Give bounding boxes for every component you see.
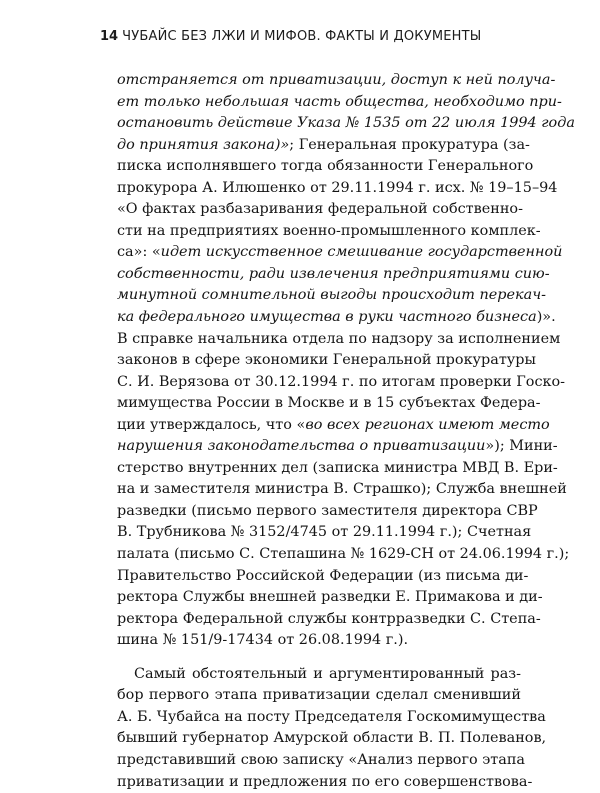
text-segment: стерство внутренних дел (записка министра МВД В. Ери- <box>117 460 558 476</box>
text-line <box>117 415 521 437</box>
text-segment: В справке начальника отдела по надзору за исполнением <box>117 331 560 347</box>
text-line <box>117 264 521 286</box>
text-segment: «О фактах разбазаривания федеральной собственно- <box>117 201 523 217</box>
text-segment: )». <box>537 309 556 325</box>
text-line <box>117 156 521 178</box>
italic-quote-segment: до принятия закона)» <box>117 137 289 153</box>
paragraph <box>117 70 521 652</box>
text-line <box>117 750 521 772</box>
text-line <box>117 329 521 351</box>
text-line <box>117 772 521 793</box>
text-segment: сти на предприятиях военно-промышленного комплек- <box>117 223 541 239</box>
text-segment: Правительство Российской Федерации (из письма ди- <box>117 568 528 584</box>
text-line <box>117 70 521 92</box>
text-segment: ; Генеральная прокуратура (за- <box>289 137 530 153</box>
text-segment: законов в сфере экономики Генеральной прокуратуры <box>117 352 536 368</box>
text-line <box>117 178 521 200</box>
text-line <box>117 544 521 566</box>
text-segment: палата (письмо С. Степашина № 1629-СН от 24.06.1994 г.); <box>117 546 569 562</box>
text-line <box>117 113 521 135</box>
text-line <box>117 199 521 221</box>
text-line <box>117 92 521 114</box>
text-segment: бор первого этапа приватизации сделал сменивший <box>117 687 521 703</box>
italic-quote-segment: собственности, ради извлечения предприятиями сию- <box>117 266 550 282</box>
text-segment: писка исполнявшего тогда обязанности Генерального <box>117 158 533 174</box>
text-line <box>117 566 521 588</box>
text-segment: разведки (письмо первого заместителя директора СВР <box>117 503 538 519</box>
text-segment: бывший губернатор Амурской области В. П. Полеванов, <box>117 730 546 746</box>
italic-quote-segment: отстраняется от приватизации, доступ к ней получа- <box>117 72 555 88</box>
italic-quote-segment: ка федерального имущества в руки частного бизнеса <box>117 309 537 325</box>
body-text <box>117 70 521 793</box>
paragraph-gap <box>117 652 521 664</box>
text-segment: ректора Службы внешней разведки Е. Примакова и ди- <box>117 589 543 605</box>
text-segment: Самый обстоятельный и аргументированный раз- <box>134 666 521 682</box>
italic-quote-segment: остановить действие Указа № 1535 от 22 июля 1994 года <box>117 115 575 131</box>
text-line <box>117 707 521 729</box>
text-line <box>117 307 521 329</box>
text-segment: на и заместителя министра В. Страшко); Служба внешней <box>117 481 567 497</box>
text-line <box>117 685 521 707</box>
text-segment: приватизации и предложения по его совершенствова- <box>117 774 532 790</box>
text-line <box>117 221 521 243</box>
text-line <box>117 501 521 523</box>
text-segment: мимущества России в Москве и в 15 субъектах Федера- <box>117 395 540 411</box>
text-line <box>117 479 521 501</box>
text-line <box>117 458 521 480</box>
italic-quote-segment: идет искусственное смешивание государственной <box>161 244 563 260</box>
text-line <box>117 728 521 750</box>
running-header <box>100 27 530 47</box>
text-segment: прокурора А. Илюшенко от 29.11.1994 г. исх. № 19–15–94 <box>117 180 557 196</box>
italic-quote-segment: ет только небольшая часть общества, необходимо при- <box>117 94 562 110</box>
text-segment: шина № 151/9-17434 от 26.08.1994 г.). <box>117 632 408 648</box>
text-line <box>117 372 521 394</box>
text-segment: са»: « <box>117 244 161 260</box>
text-segment: ректора Федеральной службы контрразведки С. Степа- <box>117 611 541 627</box>
text-line <box>117 393 521 415</box>
text-segment: ции утверждалось, что « <box>117 417 305 433</box>
paragraph <box>117 664 521 793</box>
text-line <box>117 664 521 686</box>
text-line <box>117 242 521 264</box>
text-line <box>117 522 521 544</box>
text-line <box>117 630 521 652</box>
text-segment: С. И. Верязова от 30.12.1994 г. по итогам проверки Госко- <box>117 374 565 390</box>
text-segment: представивший свою записку «Анализ первого этапа <box>117 752 525 768</box>
italic-quote-segment: во всех регионах имеют место <box>305 417 549 433</box>
page-number: 14 <box>100 27 118 47</box>
text-line <box>117 135 521 157</box>
text-segment: »); Мини- <box>485 438 557 454</box>
text-line <box>117 350 521 372</box>
text-line <box>117 436 521 458</box>
running-header-title: ЧУБАЙС БЕЗ ЛЖИ И МИФОВ. ФАКТЫ И ДОКУМЕНТЫ <box>122 27 481 47</box>
text-segment: В. Трубникова № 3152/4745 от 29.11.1994 г.); Счетная <box>117 524 531 540</box>
text-line <box>117 609 521 631</box>
text-line <box>117 587 521 609</box>
italic-quote-segment: минутной сомнительной выгоды происходит перекач- <box>117 287 546 303</box>
italic-quote-segment: нарушения законодательства о приватизации <box>117 438 485 454</box>
text-segment: А. Б. Чубайса на посту Председателя Госкомимущества <box>117 709 546 725</box>
text-line <box>117 285 521 307</box>
